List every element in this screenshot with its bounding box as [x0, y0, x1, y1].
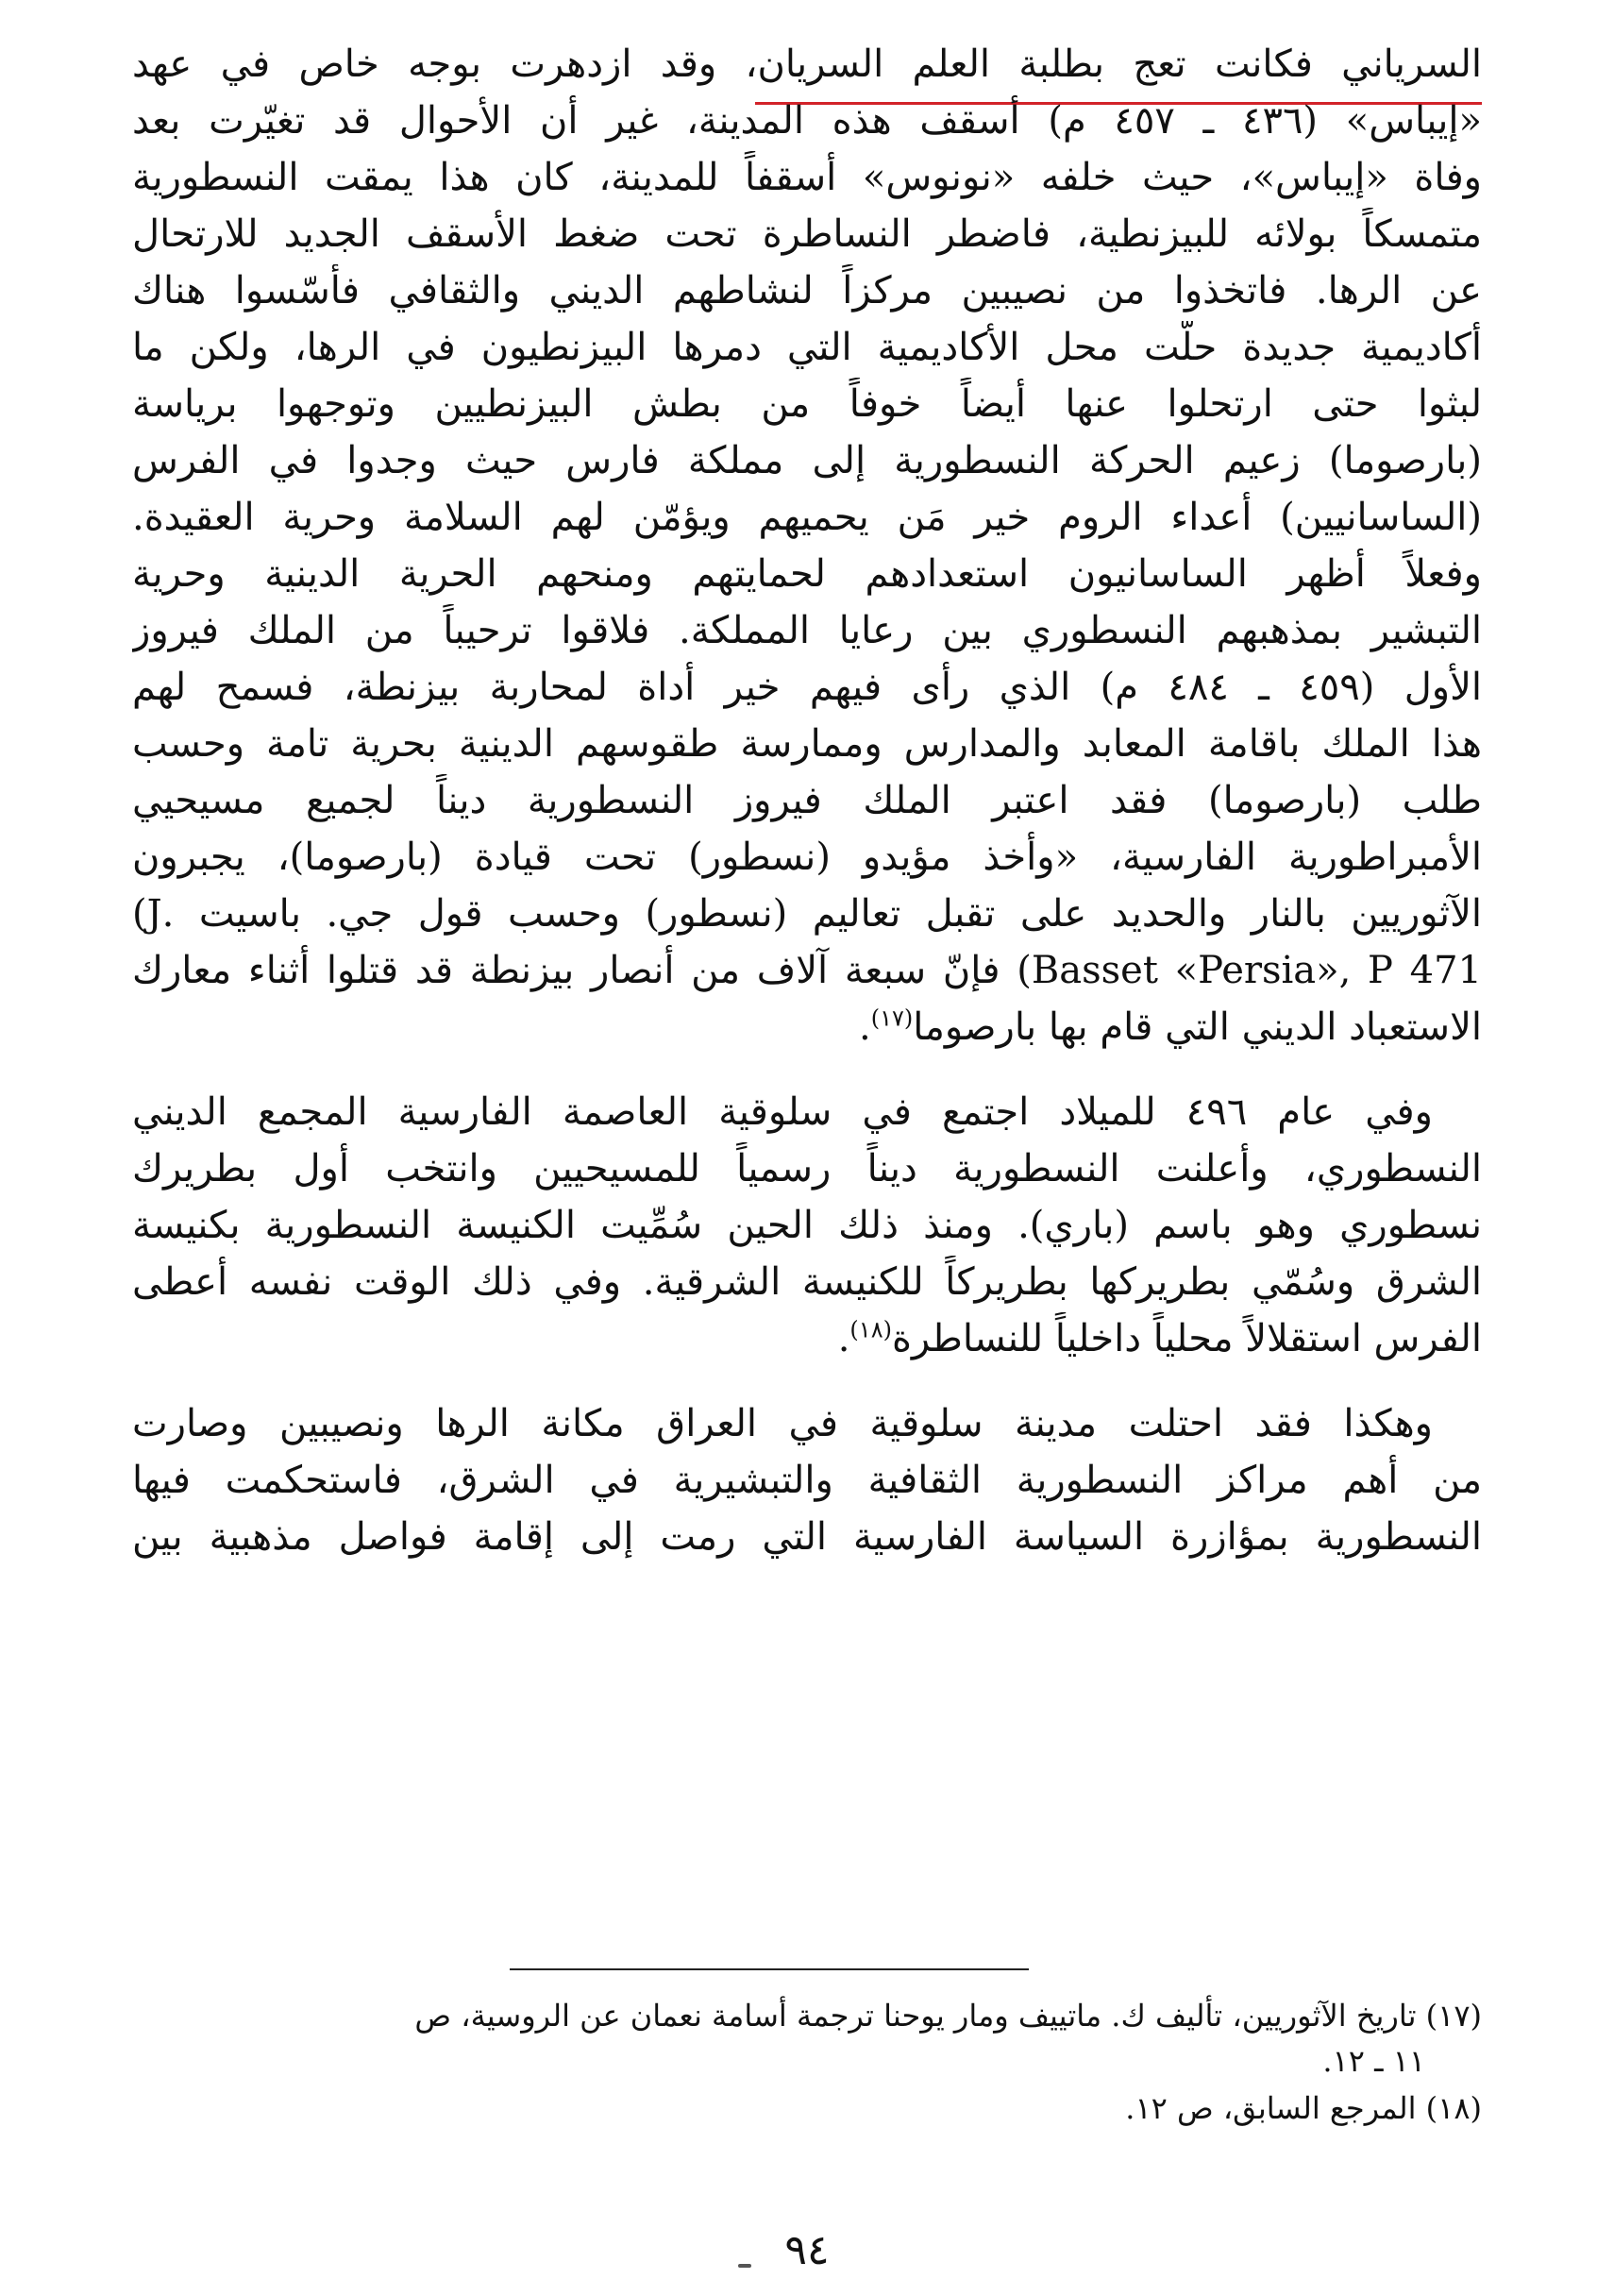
body-line: وفاة «إيباس»، حيث خلفه «نونوس» أسقفاً للمدينة، كان هذا يمقت النسطورية	[132, 156, 1482, 199]
document-page	[132, 38, 1482, 2274]
body-line-last	[132, 1001, 1482, 1054]
body-line: الشرق وسُمّي بطريركها بطريركاً للكنيسة الشرقية. وفي ذلك الوقت نفسه أعطى	[132, 1260, 1482, 1304]
body-line: «إيباس» (٤٣٦ ـ ٤٥٧ م) أسقف هذه المدينة، غير أن الأحوال قد تغيّرت بعد	[132, 99, 1482, 143]
body-line: النسطوري، وأعلنت النسطورية ديناً رسمياً للمسيحيين وانتخب أول بطريرك	[132, 1147, 1482, 1190]
body-line: طلب (بارصوما) فقد اعتبر الملك فيروز النسطورية ديناً لجميع مسيحيي	[132, 779, 1482, 822]
body-line: النسطورية بمؤازرة السياسة الفارسية التي رمت إلى إقامة فواصل مذهبية بين	[132, 1515, 1482, 1559]
body-line: التبشير بمذهبهم النسطوري بين رعايا المملكة. فلاقوا ترحيباً من الملك فيروز	[132, 609, 1482, 652]
footnote-separator	[510, 1968, 1029, 1970]
footnote-ref-18[interactable]: (١٨)	[849, 1316, 892, 1343]
sentence-period: .	[837, 1317, 850, 1360]
scan-speck	[738, 2264, 751, 2268]
body-line: لبثوا حتى ارتحلوا عنها أيضاً خوفاً من بطش البيزنطيين وتوجهوا بریاسة	[132, 382, 1482, 426]
body-line-last	[132, 1312, 1482, 1365]
body-line: Basset «Persia», P 471) فإنّ سبعة آلاف من أنصار بيزنطة قد قتلوا أثناء معارك	[132, 949, 1482, 992]
body-line: الآثوريين بالنار والحديد على تقبل تعاليم (نسطور) وحسب قول جي. باسيت .J)	[132, 892, 1482, 936]
body-line: (بارصوما) زعيم الحركة النسطورية إلى مملكة فارس حيث وجدوا في الفرس	[132, 439, 1482, 482]
body-line: متمسكاً بولائه للبيزنطية، فاضطر النساطرة تحت ضغط الأسقف الجديد للارتحال	[132, 212, 1482, 256]
paragraph-start-line: وهكذا فقد احتلت مدينة سلوقية في العراق مكانة الرها ونصيبين وصارت	[132, 1402, 1433, 1445]
body-line-text: الفرس استقلالاً محلياً داخلياً للنساطرة	[891, 1317, 1482, 1360]
body-line: السرياني فكانت تعج بطلبة العلم السريان، وقد ازدهرت بوجه خاص في عهد	[132, 42, 1482, 86]
paragraph-start-line: وفي عام ٤٩٦ للميلاد اجتمع في سلوقية العاصمة الفارسية المجمع الديني	[132, 1090, 1433, 1134]
body-line: (الساسانيين) أعداء الروم خير مَن يحميهم ويؤمّن لهم السلامة وحرية العقيدة.	[132, 496, 1482, 539]
footnote-17: (١٧) تاريخ الآثوريين، تأليف ك. ماتييف ومار يوحنا ترجمة أسامة نعمان عن الروسية، ص	[414, 1998, 1482, 2034]
body-line: وفعلاً أظهر الساسانيون استعدادهم لحمايتهم ومنحهم الحرية الدينية وحرية	[132, 552, 1482, 596]
page-number: ٩٤	[784, 2226, 830, 2274]
footnote-18: (١٨) المرجع السابق، ص ١٢.	[1125, 2090, 1482, 2126]
sentence-period: .	[859, 1005, 871, 1049]
body-line: الأمبراطورية الفارسية، «وأخذ مؤيدو (نسطور) تحت قيادة (بارصوما)، يجبرون	[132, 836, 1482, 879]
body-line: هذا الملك باقامة المعابد والمدارس وممارسة طقوسهم الدينية بحرية تامة وحسب	[132, 722, 1482, 766]
body-line: الأول (٤٥٩ ـ ٤٨٤ م) الذي رأى فيهم خير أداة لمحاربة بيزنطة، فسمح لهم	[132, 666, 1482, 709]
body-line: من أهم مراكز النسطورية الثقافية والتبشيرية في الشرق، فاستحكمت فيها	[132, 1459, 1482, 1502]
body-line-text: الاستعباد الديني التي قام بها بارصوما	[913, 1005, 1482, 1049]
footnote-17-continuation: ١١ ـ ١٢.	[1322, 2043, 1425, 2079]
body-line: عن الرها. فاتخذوا من نصيبين مركزاً لنشاطهم الديني والثقافي فأسّسوا هناك	[132, 269, 1482, 312]
body-line: أكاديمية جديدة حلّت محل الأكاديمية التي دمرها البيزنطيون في الرها، ولكن ما	[132, 326, 1482, 369]
footnote-ref-17[interactable]: (١٧)	[870, 1004, 914, 1032]
body-line: نسطوري وهو باسم (باري). ومنذ ذلك الحين سُمِّيت الكنيسة النسطورية بكنيسة	[132, 1204, 1482, 1247]
